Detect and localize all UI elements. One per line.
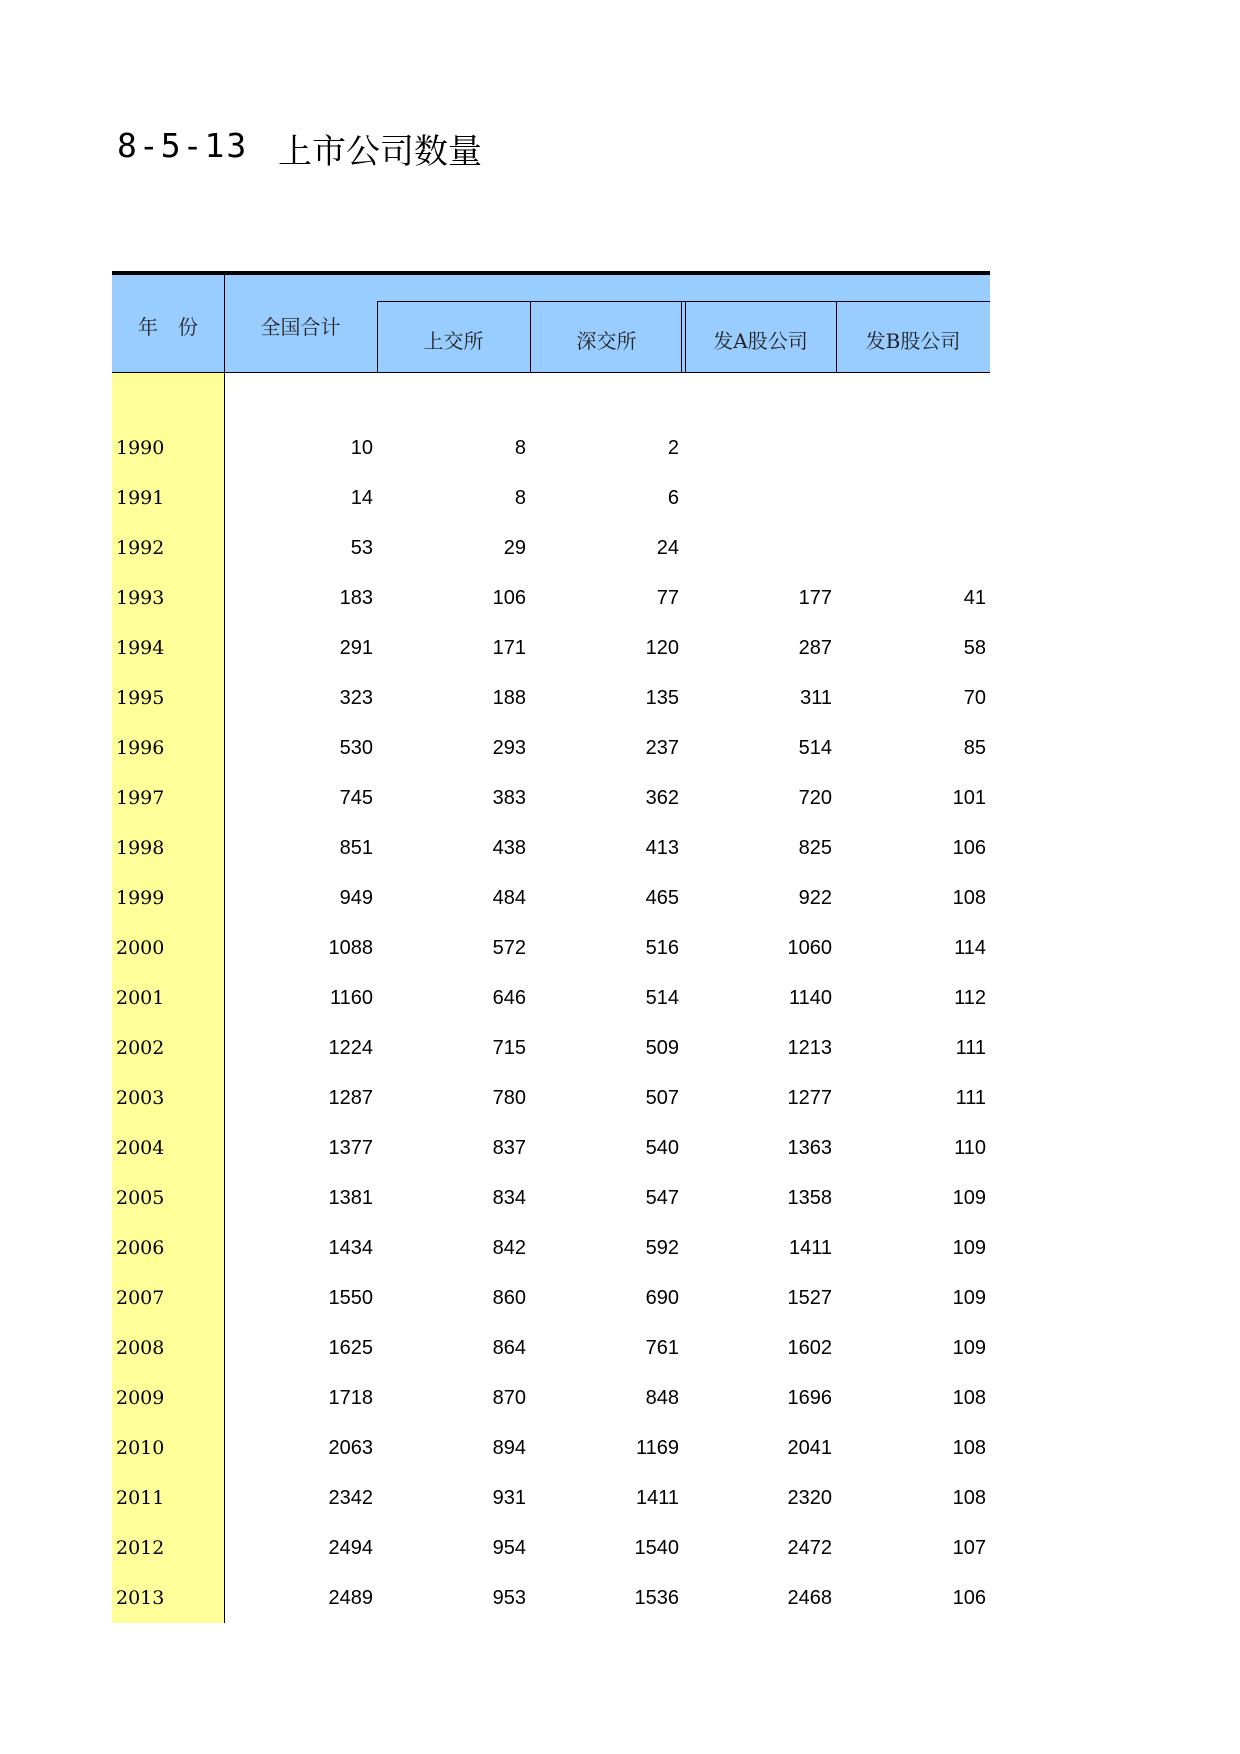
cell-a-share: 1213 [787, 1037, 832, 1059]
table-number: 8-5-13 [117, 126, 249, 165]
cell-szse: 465 [645, 887, 679, 909]
cell-year: 1991 [116, 487, 165, 509]
cell-sse: 484 [492, 887, 526, 909]
cell-a-share: 1602 [787, 1337, 832, 1359]
cell-sse: 894 [492, 1437, 526, 1459]
cell-szse: 848 [645, 1387, 679, 1409]
cell-szse: 540 [645, 1137, 679, 1159]
cell-b-share: 111 [955, 1037, 986, 1059]
cell-total: 53 [350, 537, 373, 559]
cell-total: 2342 [328, 1487, 373, 1509]
cell-year: 2001 [116, 987, 165, 1009]
cell-sse: 293 [492, 737, 526, 759]
cell-b-share: 111 [955, 1087, 986, 1109]
cell-b-share: 114 [954, 937, 986, 959]
cell-szse: 547 [645, 1187, 679, 1209]
cell-b-share: 109 [952, 1337, 986, 1359]
cell-b-share: 58 [963, 637, 986, 659]
cell-szse: 509 [645, 1037, 679, 1059]
cell-year: 2004 [116, 1137, 165, 1159]
cell-total: 1625 [328, 1337, 373, 1359]
cell-sse: 8 [514, 487, 526, 509]
cell-a-share: 2041 [787, 1437, 832, 1459]
cell-b-share: 108 [952, 1437, 986, 1459]
cell-sse: 842 [492, 1237, 526, 1259]
table-row [112, 875, 990, 925]
cell-total: 745 [339, 787, 373, 809]
cell-b-share: 109 [952, 1237, 986, 1259]
cell-sse: 834 [492, 1187, 526, 1209]
cell-b-share: 107 [952, 1537, 986, 1559]
page-title: 上市公司数量 [278, 132, 482, 172]
cell-szse: 1536 [634, 1587, 679, 1609]
cell-szse: 507 [645, 1087, 679, 1109]
cell-year: 1993 [116, 587, 165, 609]
cell-sse: 383 [492, 787, 526, 809]
cell-szse: 24 [656, 537, 679, 559]
cell-sse: 646 [492, 987, 526, 1009]
cell-year: 2006 [116, 1237, 165, 1259]
cell-b-share: 109 [952, 1287, 986, 1309]
cell-b-share: 108 [952, 887, 986, 909]
table-row [112, 975, 990, 1025]
cell-a-share: 1060 [787, 937, 832, 959]
cell-total: 1550 [328, 1287, 373, 1309]
cell-total: 14 [350, 487, 373, 509]
cell-sse: 837 [492, 1137, 526, 1159]
table-row [112, 725, 990, 775]
cell-b-share: 106 [952, 1587, 986, 1609]
cell-year: 2003 [116, 1087, 165, 1109]
cell-szse: 77 [656, 587, 679, 609]
cell-year: 2005 [116, 1187, 165, 1209]
cell-szse: 237 [645, 737, 679, 759]
cell-sse: 438 [492, 837, 526, 859]
cell-szse: 592 [645, 1237, 679, 1259]
table-row [112, 425, 990, 475]
cell-year: 2007 [116, 1287, 165, 1309]
cell-total: 291 [339, 637, 373, 659]
cell-a-share: 922 [798, 887, 832, 909]
header-sse: 上交所 [423, 329, 484, 353]
cell-total: 2489 [328, 1587, 373, 1609]
cell-szse: 514 [645, 987, 679, 1009]
cell-total: 1287 [328, 1087, 373, 1109]
cell-b-share: 109 [952, 1187, 986, 1209]
cell-year: 2011 [116, 1487, 165, 1509]
cell-year: 1998 [116, 837, 165, 859]
cell-a-share: 1411 [788, 1237, 832, 1259]
table-row [112, 1075, 990, 1125]
cell-year: 1990 [116, 437, 165, 459]
cell-a-share: 2320 [787, 1487, 832, 1509]
cell-year: 1996 [116, 737, 165, 759]
cell-sse: 860 [492, 1287, 526, 1309]
table-row [112, 575, 990, 625]
cell-szse: 1411 [635, 1487, 679, 1509]
cell-total: 949 [339, 887, 373, 909]
cell-sse: 780 [492, 1087, 526, 1109]
table-row [112, 525, 990, 575]
cell-szse: 2 [667, 437, 679, 459]
cell-a-share: 825 [798, 837, 832, 859]
header-szse: 深交所 [576, 329, 637, 353]
cell-total: 1377 [328, 1137, 373, 1159]
table-row [112, 625, 990, 675]
table-row [112, 775, 990, 825]
cell-total: 183 [339, 587, 373, 609]
cell-b-share: 70 [963, 687, 986, 709]
header-a-share: 发A股公司 [713, 329, 808, 353]
table-row [112, 1325, 990, 1375]
cell-szse: 1540 [634, 1537, 679, 1559]
cell-sse: 931 [492, 1487, 526, 1509]
cell-a-share: 514 [798, 737, 832, 759]
header-b-share: 发B股公司 [865, 329, 961, 353]
cell-a-share: 2468 [787, 1587, 832, 1609]
cell-b-share: 112 [954, 987, 986, 1009]
table-row [112, 1475, 990, 1525]
cell-sse: 171 [492, 637, 526, 659]
cell-b-share: 106 [952, 837, 986, 859]
cell-year: 1992 [116, 537, 165, 559]
cell-year: 2010 [116, 1437, 165, 1459]
cell-szse: 413 [645, 837, 679, 859]
cell-a-share: 1363 [787, 1137, 832, 1159]
table-row [112, 1225, 990, 1275]
cell-total: 2494 [328, 1537, 373, 1559]
header-sub-rule [377, 301, 990, 302]
cell-a-share: 1140 [788, 987, 832, 1009]
table-row [112, 1575, 990, 1625]
cell-szse: 690 [645, 1287, 679, 1309]
table-row [112, 1525, 990, 1575]
cell-year: 2013 [116, 1587, 165, 1609]
cell-total: 1718 [328, 1387, 373, 1409]
cell-a-share: 1696 [787, 1387, 832, 1409]
cell-b-share: 108 [952, 1487, 986, 1509]
cell-year: 2008 [116, 1337, 165, 1359]
cell-a-share: 1527 [787, 1287, 832, 1309]
cell-year: 2009 [116, 1387, 165, 1409]
cell-total: 323 [339, 687, 373, 709]
table-row [112, 1125, 990, 1175]
cell-a-share: 311 [800, 687, 832, 709]
header-bottom-rule [112, 372, 990, 373]
cell-szse: 761 [645, 1337, 679, 1359]
header-total: 全国合计 [260, 315, 341, 339]
cell-year: 2002 [116, 1037, 165, 1059]
table-row [112, 1275, 990, 1325]
cell-szse: 6 [667, 487, 679, 509]
table-row [112, 925, 990, 975]
cell-sse: 870 [492, 1387, 526, 1409]
cell-sse: 106 [492, 587, 526, 609]
table-row [112, 1425, 990, 1475]
cell-b-share: 108 [952, 1387, 986, 1409]
cell-year: 1995 [116, 687, 165, 709]
cell-a-share: 720 [798, 787, 832, 809]
cell-year: 1999 [116, 887, 165, 909]
cell-total: 2063 [328, 1437, 373, 1459]
cell-b-share: 101 [952, 787, 986, 809]
cell-sse: 954 [492, 1537, 526, 1559]
cell-a-share: 287 [798, 637, 832, 659]
cell-szse: 1169 [635, 1437, 679, 1459]
cell-szse: 516 [645, 937, 679, 959]
cell-total: 530 [339, 737, 373, 759]
cell-a-share: 177 [798, 587, 832, 609]
cell-sse: 572 [492, 937, 526, 959]
cell-szse: 120 [645, 637, 679, 659]
cell-sse: 953 [492, 1587, 526, 1609]
cell-szse: 362 [645, 787, 679, 809]
table-row [112, 1375, 990, 1425]
cell-szse: 135 [645, 687, 679, 709]
cell-total: 1381 [328, 1187, 373, 1209]
cell-total: 1224 [328, 1037, 373, 1059]
cell-b-share: 85 [963, 737, 986, 759]
cell-total: 10 [350, 437, 373, 459]
cell-b-share: 41 [963, 587, 986, 609]
cell-a-share: 1358 [787, 1187, 832, 1209]
cell-sse: 8 [514, 437, 526, 459]
cell-year: 2000 [116, 937, 165, 959]
cell-a-share: 2472 [787, 1537, 832, 1559]
cell-a-share: 1277 [787, 1087, 832, 1109]
cell-total: 1434 [328, 1237, 373, 1259]
table-row [112, 1175, 990, 1225]
cell-sse: 715 [492, 1037, 526, 1059]
table-row [112, 825, 990, 875]
cell-year: 2012 [116, 1537, 165, 1559]
cell-sse: 188 [492, 687, 526, 709]
header-year: 年 份 [138, 315, 198, 339]
cell-total: 1088 [328, 937, 373, 959]
cell-year: 1997 [116, 787, 165, 809]
cell-year: 1994 [116, 637, 165, 659]
cell-sse: 29 [503, 537, 526, 559]
table-row [112, 1025, 990, 1075]
cell-total: 851 [339, 837, 373, 859]
table-row [112, 675, 990, 725]
cell-total: 1160 [329, 987, 373, 1009]
table-row [112, 475, 990, 525]
cell-sse: 864 [492, 1337, 526, 1359]
cell-b-share: 110 [954, 1137, 986, 1159]
